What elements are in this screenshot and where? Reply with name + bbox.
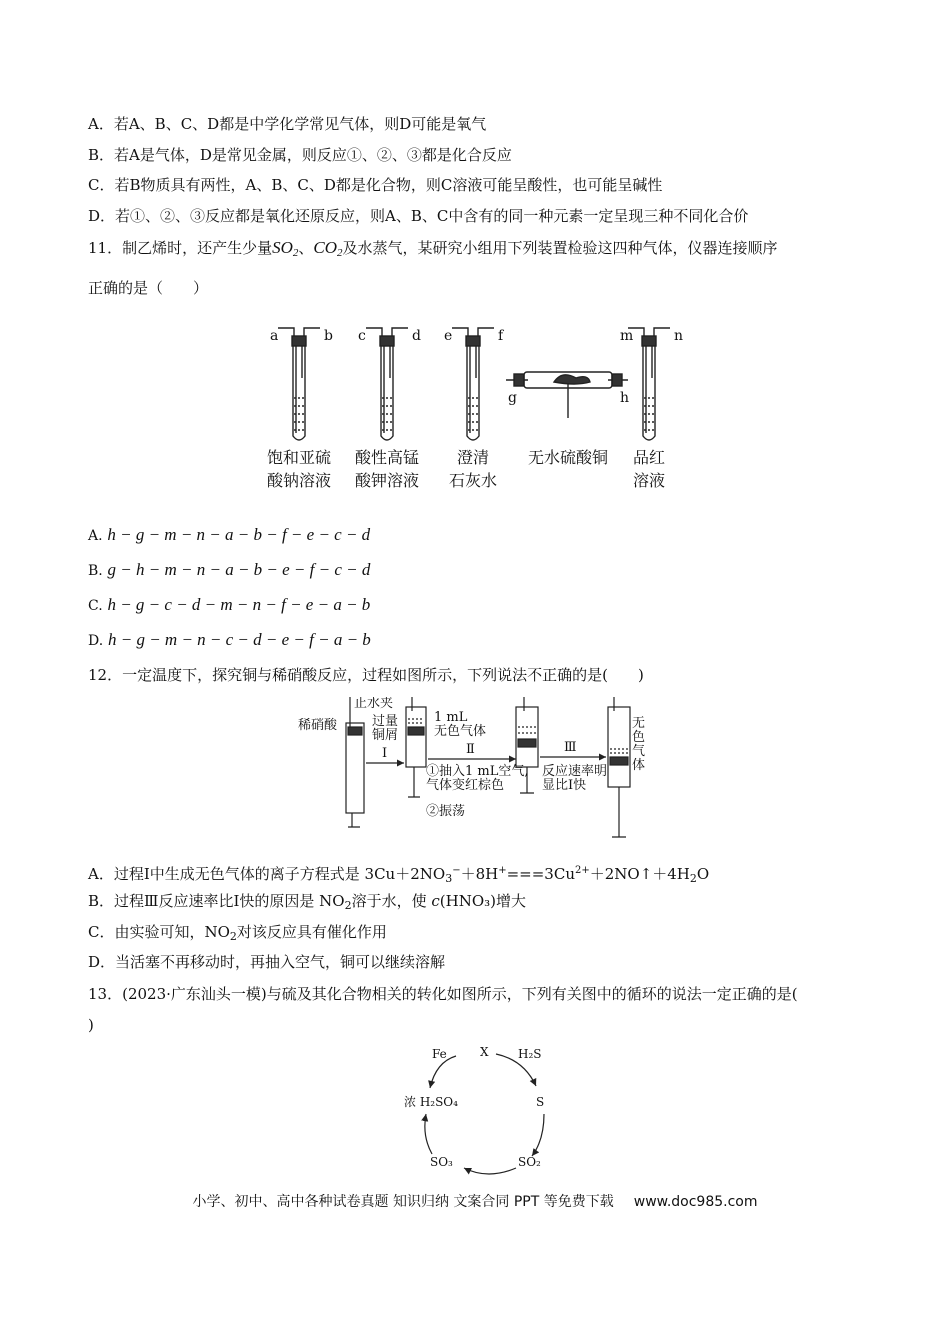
q13-stem: 13．(2023·广东汕头一模)与硫及其化合物相关的转化如图所示，下列有关图中的循环的说法一定正确的是( bbox=[88, 985, 798, 1003]
label-cuso4: 无水硫酸铜 bbox=[527, 448, 609, 467]
label-note2a: ①抽入1 mL空气, bbox=[426, 764, 529, 779]
footer-text: 小学、初中、高中各种试卷真题 知识归纳 文案合同 PPT 等免费下载 bbox=[192, 1194, 614, 1210]
label-limewater-2: 石灰水 bbox=[448, 471, 498, 490]
label-x: X bbox=[480, 1045, 489, 1059]
label-so2: SO₂ bbox=[518, 1155, 541, 1169]
label-copper: 铜屑 bbox=[372, 728, 399, 743]
label-fuchsin-1: 品红 bbox=[632, 448, 666, 467]
label-fe: Fe bbox=[432, 1047, 447, 1061]
label-h2s: H₂S bbox=[518, 1047, 542, 1061]
q10-option-b: B．若A是气体，D是常见金属，则反应①、②、③都是化合反应 bbox=[88, 146, 512, 164]
label-kmno4-1: 酸性高锰 bbox=[354, 448, 420, 467]
letter-e: e bbox=[444, 328, 453, 344]
label-excess: 过量 bbox=[372, 714, 399, 729]
label-note3b: 显比Ⅰ快 bbox=[542, 778, 587, 793]
q11-option-b: B. g − h − m − n − a − b − e − f − c − d bbox=[88, 560, 371, 579]
q12-option-b: B．过程Ⅲ反应速率比Ⅰ快的原因是 $NO_2$溶于水，使 c(HNO₃)增大 bbox=[88, 892, 527, 912]
label-stopcock: 止水夹 bbox=[354, 697, 394, 711]
arrow-so3-to-conc bbox=[425, 1114, 432, 1154]
letter-h: h bbox=[620, 390, 630, 406]
q11-stem-line2: 正确的是（ ） bbox=[88, 279, 209, 297]
q12-stem: 12．一定温度下，探究铜与稀硝酸反应，过程如图所示，下列说法不正确的是( ) bbox=[88, 666, 644, 684]
letter-d: d bbox=[412, 328, 421, 344]
letter-f: f bbox=[498, 328, 504, 344]
label-colorless-gas: 无色气体 bbox=[434, 724, 487, 739]
footer-link[interactable]: www.doc985.com bbox=[633, 1194, 758, 1210]
label-sodium-sulfite-2: 酸钠溶液 bbox=[266, 471, 332, 490]
arrow-s-to-so2 bbox=[532, 1114, 544, 1156]
label-final-gas-4: 体 bbox=[632, 758, 646, 773]
drying-tube bbox=[506, 372, 628, 418]
q11-sep: 、 bbox=[298, 239, 314, 257]
label-sodium-sulfite-1: 饱和亚硫 bbox=[266, 448, 332, 467]
q12-syringe-figure bbox=[296, 697, 656, 847]
label-note3a: 反应速率明 bbox=[542, 764, 608, 779]
letter-b: b bbox=[324, 328, 333, 344]
q11-apparatus-figure bbox=[258, 318, 698, 496]
label-volume: 1 mL bbox=[434, 710, 468, 725]
q11-option-d: D. h − g − m − n − c − d − e − f − a − b bbox=[88, 630, 371, 649]
q11-option-c: C. h − g − c − d − m − n − f − e − a − b bbox=[88, 595, 371, 614]
q11-stem bbox=[88, 238, 778, 263]
label-dilute-nitric: 稀硝酸 bbox=[298, 718, 338, 733]
letter-n: n bbox=[674, 328, 684, 344]
label-so3: SO₃ bbox=[430, 1155, 453, 1169]
label-step-1: Ⅰ bbox=[382, 746, 388, 761]
label-step-2: Ⅱ bbox=[466, 742, 475, 757]
letter-m: m bbox=[620, 328, 634, 344]
letter-g: g bbox=[508, 390, 517, 406]
co2-formula: $CO_2$ bbox=[313, 238, 343, 259]
label-limewater-1: 澄清 bbox=[456, 448, 490, 467]
arrow-so2-to-so3 bbox=[464, 1168, 516, 1174]
label-final-gas-1: 无 bbox=[632, 716, 646, 731]
label-fuchsin-2: 溶液 bbox=[632, 471, 666, 490]
q12-option-c: C．由实验可知，$NO_2$对该反应具有催化作用 bbox=[88, 923, 387, 943]
q12-option-a: A．过程Ⅰ中生成无色气体的离子方程式是 $3Cu+2NO_3^-+8H^+===3Cu^{2+}+2NO↑+4H_2O$ bbox=[88, 865, 710, 885]
q10-option-c: C．若B物质具有两性，A、B、C、D都是化合物，则C溶液可能呈酸性，也可能呈碱性 bbox=[88, 176, 663, 194]
test-tube-5 bbox=[628, 328, 670, 440]
label-step-3: Ⅲ bbox=[564, 740, 577, 755]
footer bbox=[0, 1191, 950, 1211]
q11-stem-suffix: 及水蒸气，某研究小组用下列装置检验这四种气体，仪器连接顺序 bbox=[342, 239, 778, 257]
test-tube-1 bbox=[278, 328, 320, 440]
q13-stem-end: ) bbox=[88, 1016, 94, 1034]
label-conc-h2so4: 浓 H₂SO₄ bbox=[404, 1095, 458, 1109]
label-note2c: ②振荡 bbox=[426, 804, 466, 819]
label-note2b: 气体变红棕色 bbox=[426, 778, 505, 793]
q12-option-d: D．当活塞不再移动时，再抽入空气，铜可以继续溶解 bbox=[88, 953, 446, 971]
q11-option-a: A. h − g − m − n − a − b − f − e − c − d bbox=[88, 525, 371, 544]
q10-option-d: D．若①、②、③反应都是氧化还原反应，则A、B、C中含有的同一种元素一定呈现三种不同化合价 bbox=[88, 207, 749, 225]
q13-sulfur-cycle bbox=[396, 1040, 566, 1180]
letter-a: a bbox=[270, 328, 279, 344]
q11-stem-prefix: 11．制乙烯时，还产生少量 bbox=[88, 239, 273, 257]
label-final-gas-3: 气 bbox=[632, 744, 646, 759]
label-final-gas-2: 色 bbox=[632, 730, 646, 745]
label-s: S bbox=[536, 1095, 545, 1109]
so2-formula: $SO_2$ bbox=[272, 238, 299, 259]
letter-c: c bbox=[358, 328, 366, 344]
test-tube-3 bbox=[452, 328, 494, 440]
test-tube-2 bbox=[366, 328, 408, 440]
label-kmno4-2: 酸钾溶液 bbox=[354, 471, 420, 490]
q10-option-a: A．若A、B、C、D都是中学化学常见气体，则D可能是氧气 bbox=[88, 115, 487, 133]
